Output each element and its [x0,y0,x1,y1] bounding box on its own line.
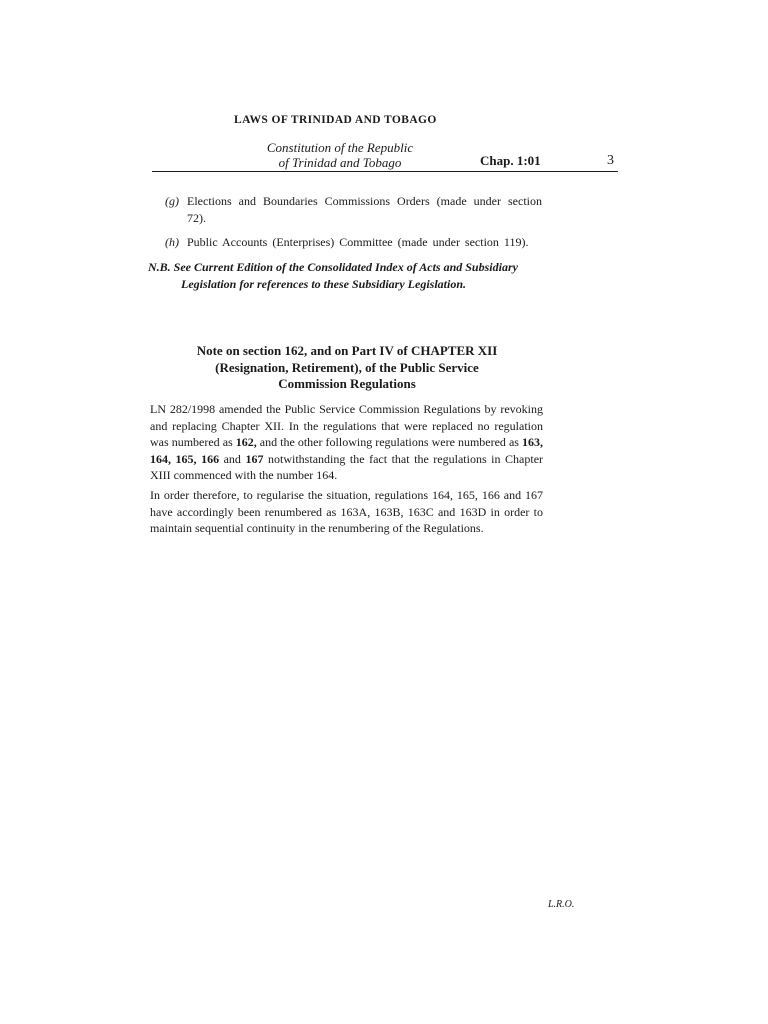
list-item-text: Elections and Boundaries Commissions Orders (made under section 72). [187,194,542,225]
chapter-number: Chap. 1:01 [480,153,541,168]
nb-note [148,259,548,293]
paragraph-text: and the other following regulations were numbered as [256,435,522,449]
list-item [152,193,542,227]
paragraph-text: and [219,451,246,466]
nb-note-line2: Legislation for references to these Subsidiary Legislation. [181,277,466,291]
note-paragraph-1 [150,401,543,484]
list-item [152,234,542,251]
paragraph-text: notwithstanding the fact that the regulations in Chapter XIII commenced with the number 164. [150,451,544,482]
regulation-number: 167 [245,451,264,466]
paragraph-text: LN 282/1998 amended the Public Service Commission Regulations by revoking and replacing Chapter XII. In the regulations that were replaced no regulation was numbered as [150,402,543,449]
chapter-title-line2: of Trinidad and Tobago [278,155,402,170]
list-marker: (h) [165,235,179,249]
header-divider [152,171,618,172]
note-heading-line2: (Resignation, Retirement), of the Public Service [215,359,479,375]
chapter-title [255,140,425,170]
list-item-text: Public Accounts (Enterprises) Committee (made under section 119). [187,235,529,249]
nb-note-line1: N.B. See Current Edition of the Consolidated Index of Acts and Subsidiary [148,260,518,274]
note-heading-line3: Commission Regulations [278,376,416,391]
regulation-number: 162, [235,435,257,449]
page-title: LAWS OF TRINIDAD AND TOBAGO [234,114,437,126]
chapter-title-line1: Constitution of the Republic [266,140,414,155]
note-heading [152,343,542,393]
regulation-numbers: 163, 164, 165, 166 [150,435,543,466]
note-paragraph-2: In order therefore, to regularise the situation, regulations 164, 165, 166 and 167 have accordingly been renumbered as 163A, 163B, 163C and 163D in order to maintain sequential continuity in the renumbering of the Regulations. [150,488,543,535]
page-number: 3 [607,153,614,168]
list-marker: (g) [165,194,179,208]
note-heading-line1: Note on section 162, and on Part IV of CHAPTER XII [196,343,498,358]
footer-lro: L.R.O. [548,899,575,910]
